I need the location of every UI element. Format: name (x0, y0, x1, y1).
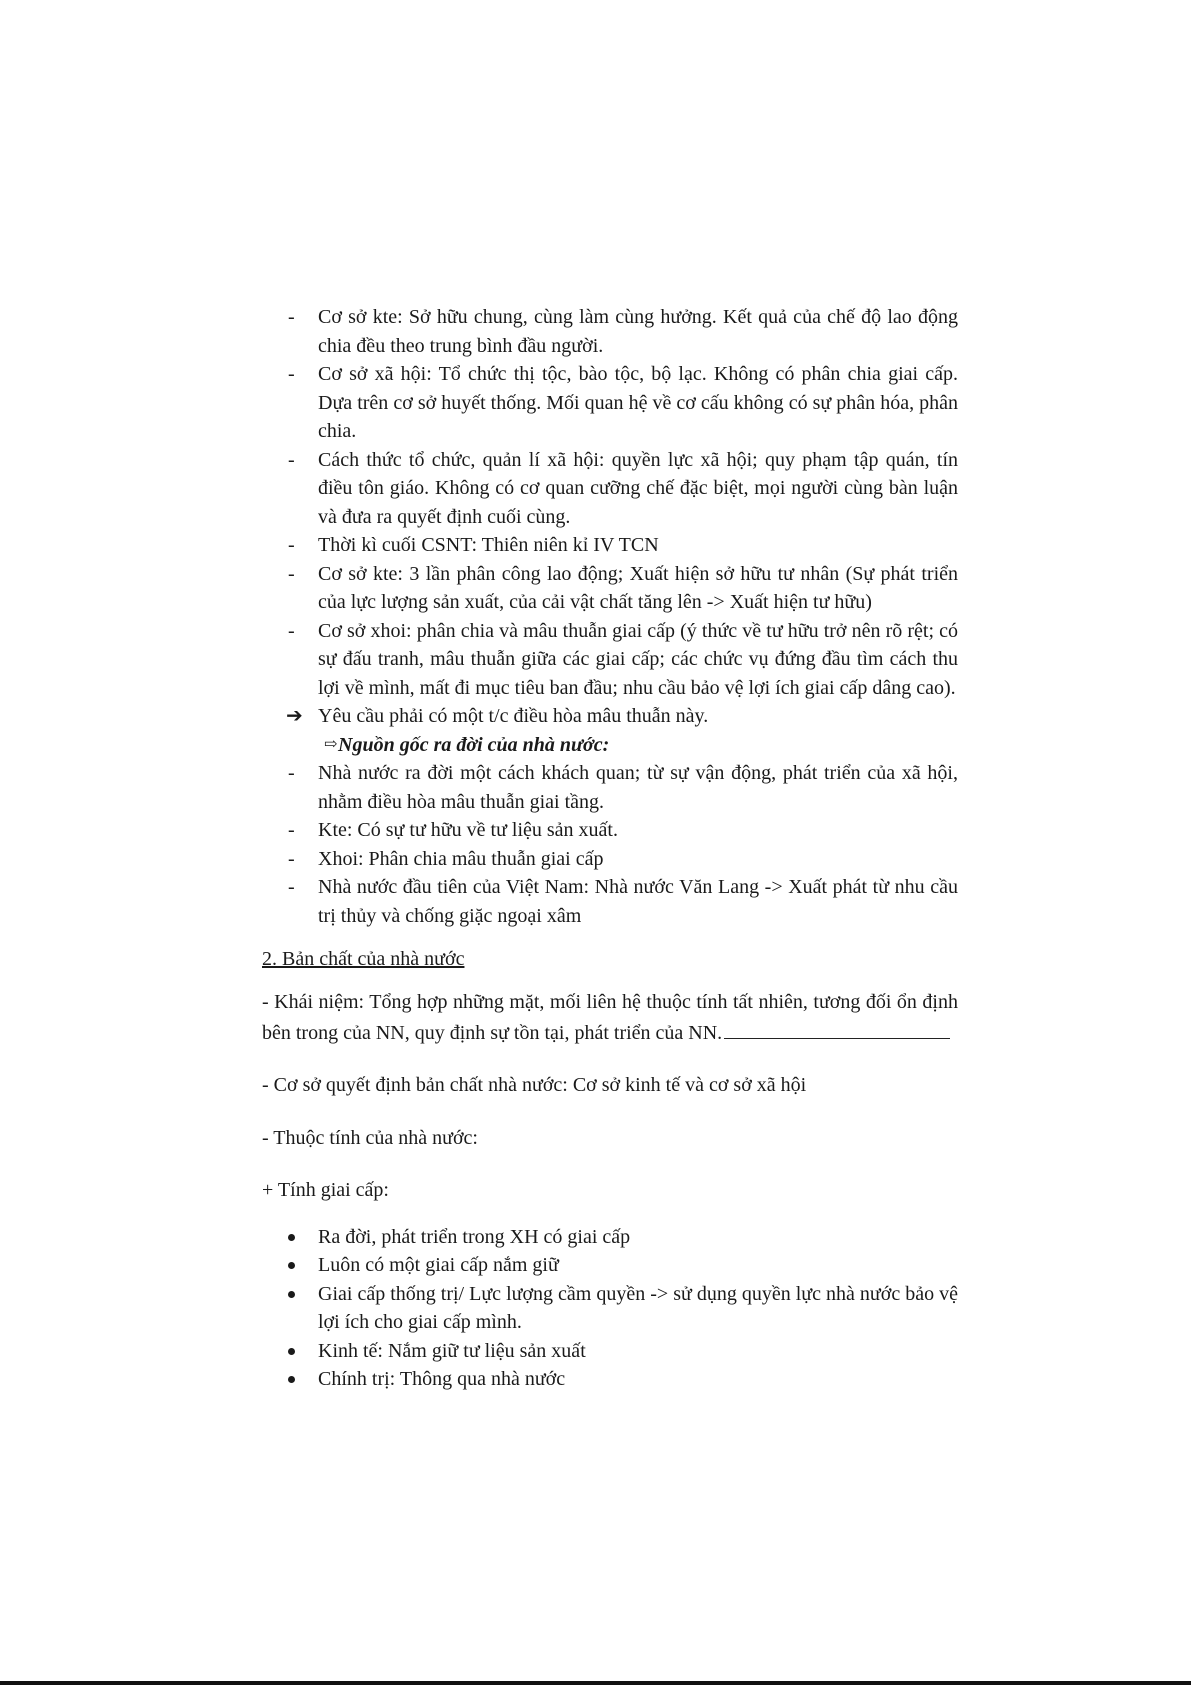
conclusion-item (262, 702, 958, 731)
list-item-text: Luôn có một giai cấp nắm giữ (318, 1254, 559, 1276)
list-item (262, 360, 958, 446)
list-item-text: Ra đời, phát triển trong XH có giai cấp (318, 1225, 631, 1248)
list-item-text: Kinh tế: Nắm giữ tư liệu sản xuất (318, 1339, 586, 1362)
list-item-text: Thời kì cuối CSNT: Thiên niên kỉ IV TCN (318, 534, 659, 556)
list-item (262, 617, 958, 703)
dash-marker: - (288, 306, 295, 328)
class-nature-paragraph: + Tính giai cấp: (262, 1179, 389, 1201)
attributes-paragraph: - Thuộc tính của nhà nước: (262, 1126, 478, 1149)
conclusion-text: Yêu cầu phải có một t/c điều hòa mâu thuẫn này. (318, 705, 709, 727)
list-item-text: Nhà nước đầu tiên của Việt Nam: Nhà nước Văn Lang -> Xuất phát từ nhu cầu trị thủy và chống giặc ngoại xâm (318, 876, 958, 927)
dash-marker: - (288, 847, 295, 870)
dash-marker: - (288, 363, 295, 385)
origin-subheading (262, 731, 958, 760)
dash-marker: - (288, 562, 295, 585)
dash-marker: - (288, 619, 295, 642)
list-item-text: Giai cấp thống trị/ Lực lượng cầm quyền -> sử dụng quyền lực nhà nước bảo vệ lợi ích cho giai cấp mình. (318, 1282, 958, 1333)
dash-marker: - (288, 819, 295, 841)
section-heading: 2. Bản chất của nhà nước (262, 948, 465, 970)
arrow-right-icon: ➔ (286, 705, 303, 727)
list-item (262, 303, 958, 360)
bullet-icon (288, 1291, 295, 1298)
list-item-text: Cơ sở xhoi: phân chia và mâu thuẫn giai cấp (ý thức về tư hữu trở nên rõ rệt; có sự đấu tranh, mâu thuẫn giữa các giai cấp; các chức vụ đứng đầu tìm cách thu lợi về mình, mất đi mục tiêu ban đầu; nhu cầu bảo vệ lợi ích giai cấp dâng cao). (318, 619, 958, 699)
list-item (262, 531, 958, 560)
dash-marker: - (288, 448, 295, 471)
concept-paragraph (262, 987, 958, 1049)
list-item-text: Cơ sở xã hội: Tổ chức thị tộc, bào tộc, bộ lạc. Không có phân chia giai cấp. Dựa trên cơ sở huyết thống. Mối quan hệ về cơ cấu không có sự phân hóa, phân chia. (318, 363, 958, 442)
list-item-text: Chính trị: Thông qua nhà nước (318, 1368, 566, 1390)
bullet-icon (288, 1376, 295, 1383)
list-item (262, 560, 958, 617)
list-item-text: Kte: Có sự tư hữu về tư liệu sản xuất. (318, 819, 618, 841)
list-item (262, 1223, 958, 1252)
list-item (262, 873, 958, 930)
origin-detail-list (262, 759, 958, 930)
list-item (262, 446, 958, 532)
list-item-text: Nhà nước ra đời một cách khách quan; từ sự vận động, phát triển của xã hội, nhằm điều hòa mâu thuẫn giai tầng. (318, 762, 958, 813)
basis-paragraph: - Cơ sở quyết định bản chất nhà nước: Cơ sở kinh tế và cơ sở xã hội (262, 1074, 807, 1096)
list-item (262, 1337, 958, 1366)
list-item (262, 1251, 958, 1280)
bullet-icon (288, 1348, 295, 1355)
dash-marker: - (288, 762, 295, 784)
list-item (262, 759, 958, 816)
concept-text: - Khái niệm: Tổng hợp những mặt, mối liên hệ thuộc tính tất nhiên, tương đối ổn định bên trong của NN, quy định sự tồn tại, phát triển của NN. (262, 991, 958, 1044)
list-item (262, 816, 958, 845)
origin-subheading-text: Nguồn gốc ra đời của nhà nước: (338, 733, 610, 756)
page-bottom-border (0, 1681, 1191, 1685)
list-item (262, 845, 958, 874)
fill-in-line (724, 1037, 950, 1039)
class-nature-list (262, 1223, 958, 1394)
list-item-text: Cơ sở kte: 3 lần phân công lao động; Xuất hiện sở hữu tư nhân (Sự phát triển của lực lượng sản xuất, của cải vật chất tăng lên -> Xuất hiện tư hữu) (318, 562, 958, 613)
list-item (262, 1365, 958, 1394)
list-item-text: Xhoi: Phân chia mâu thuẫn giai cấp (318, 847, 604, 870)
list-item (262, 1280, 958, 1337)
dash-marker: - (288, 876, 295, 898)
list-item-text: Cơ sở kte: Sở hữu chung, cùng làm cùng hưởng. Kết quả của chế độ lao động chia đều theo trung bình đầu người. (318, 306, 958, 357)
page-content (262, 303, 958, 1394)
list-item-text: Cách thức tổ chức, quản lí xã hội: quyền lực xã hội; quy phạm tập quán, tín điều tôn giáo. Không có cơ quan cưỡng chế đặc biệt, mọi người cùng bàn luận và đưa ra quyết định cuối cùng. (318, 448, 958, 528)
bullet-icon (288, 1234, 295, 1241)
dash-marker: - (288, 534, 295, 556)
bullet-icon (288, 1262, 295, 1269)
hollow-arrow-icon: ⇨ (324, 735, 338, 753)
origin-list (262, 303, 958, 731)
